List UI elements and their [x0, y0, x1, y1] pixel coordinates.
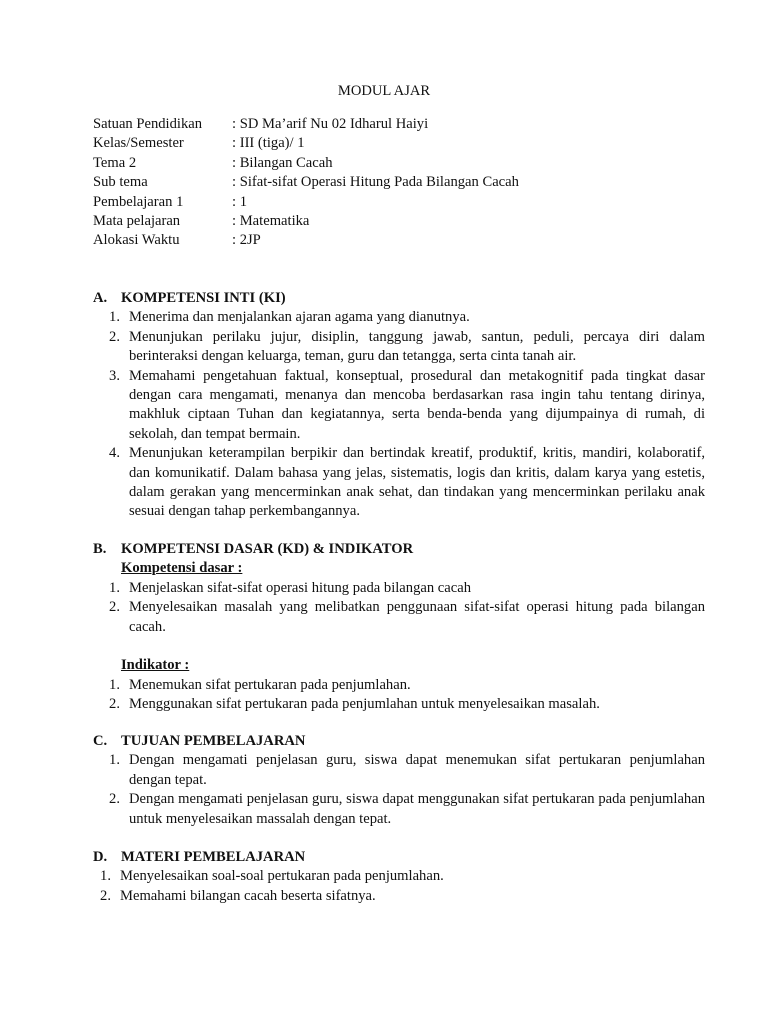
section-heading [93, 289, 705, 308]
list-number: 2. [109, 791, 120, 808]
tujuan-list [93, 751, 705, 829]
identity-value: : Bilangan Cacah [232, 154, 333, 171]
list-number: 1. [109, 309, 120, 326]
section-kompetensi-inti [93, 289, 705, 522]
list-item [93, 367, 705, 445]
identity-value: : Matematika [232, 212, 310, 229]
identity-label: Pembelajaran 1 [93, 193, 184, 210]
list-item [93, 579, 705, 598]
list-number: 4. [109, 445, 120, 462]
section-title: KOMPETENSI INTI (KI) [121, 290, 286, 306]
section-title: KOMPETENSI DASAR (KD) & INDIKATOR [121, 541, 414, 557]
identity-value: : III (tiga)/ 1 [232, 135, 305, 152]
list-text: Menemukan sifat pertukaran pada penjumlahan. [129, 676, 411, 693]
section-heading [93, 732, 705, 751]
list-text: Dengan mengamati penjelasan guru, siswa dapat menggunakan sifat pertukaran pada penjumlahan untuk menyelesaikan massalah dengan tepat. [129, 791, 705, 827]
section-letter: A. [93, 290, 108, 306]
identity-row [93, 173, 519, 192]
identity-label: Tema 2 [93, 154, 137, 171]
identity-row [93, 154, 519, 173]
indikator-list [93, 676, 705, 715]
section-title: TUJUAN PEMBELAJARAN [121, 733, 306, 749]
identity-value: : SD Ma’arif Nu 02 Idharul Haiyi [232, 116, 429, 132]
identity-row [93, 115, 519, 134]
list-text: Menerima dan menjalankan ajaran agama yang dianutnya. [129, 309, 470, 326]
list-text: Menyelesaikan soal-soal pertukaran pada penjumlahan. [120, 868, 444, 885]
list-text: Menggunakan sifat pertukaran pada penjumlahan untuk menyelesaikan masalah. [129, 696, 600, 713]
list-number: 2. [100, 887, 111, 904]
list-item [93, 598, 705, 637]
identity-row [93, 193, 519, 212]
section-title: MATERI PEMBELAJARAN [121, 849, 306, 865]
identity-label: Alokasi Waktu [93, 232, 180, 249]
list-text: Menunjukan perilaku jujur, disiplin, tanggung jawab, santun, peduli, percaya diri dalam berinteraksi dengan keluarga, teman, guru dan tetangga, serta cinta tanah air. [129, 328, 705, 365]
list-number: 2. [109, 599, 120, 616]
identity-value: : Sifat-sifat Operasi Hitung Pada Bilangan Cacah [232, 174, 519, 191]
section-heading [93, 540, 705, 559]
list-text: Menjelaskan sifat-sifat operasi hitung pada bilangan cacah [129, 579, 472, 596]
list-text: Dengan mengamati penjelasan guru, siswa dapat menemukan sifat pertukaran penjumlahan dengan tepat. [129, 752, 705, 788]
section-tujuan-pembelajaran [93, 732, 705, 829]
section-materi-pembelajaran [93, 848, 705, 906]
identity-label: Mata pelajaran [93, 212, 181, 229]
list-item [93, 308, 705, 327]
section-letter: C. [93, 733, 108, 749]
document-title: MODUL AJAR [337, 83, 431, 99]
list-number: 1. [100, 868, 111, 885]
identity-table [93, 115, 519, 251]
list-item [93, 887, 705, 906]
identity-row [93, 212, 519, 231]
list-text: Memahami pengetahuan faktual, konseptual, prosedural dan metakognitif pada tingkat dasar dengan cara mengamati, menanya dan mencoba berdasarkan rasa ingin tahu tentang dirinya, makhluk ciptaan Tuhan dan kegiatannya, serta benda-benda yang dijumpainya di rumah, di sekolah, dan tempat bermain. [129, 367, 705, 442]
list-item [93, 328, 705, 367]
list-text: Menunjukan keterampilan berpikir dan bertindak kreatif, produktif, kritis, mandiri, kolaboratif, dan komunikatif. Dalam bahasa yang jelas, sistematis, logis dan kritis, dalam karya yang estetis, dalam gerakan yang mencerminkan anak sehat, dan tindakan yang mencerminkan perilaku anak sesuai dengan tahap perkembangannya. [129, 445, 705, 520]
identity-label: Sub tema [93, 174, 148, 191]
list-text: Menyelesaikan masalah yang melibatkan penggunaan sifat-sifat operasi hitung pada bilangan cacah. [129, 599, 705, 635]
identity-label: Kelas/Semester [93, 135, 184, 152]
ki-list [93, 308, 705, 521]
identity-row [93, 134, 519, 153]
section-letter: D. [93, 849, 108, 865]
materi-list [93, 867, 705, 906]
list-item [93, 676, 705, 695]
identity-value: : 2JP [232, 232, 261, 249]
list-item [93, 444, 705, 522]
kd-subheading: Kompetensi dasar : [121, 560, 243, 577]
list-item [93, 790, 705, 829]
list-number: 1. [109, 676, 120, 693]
list-number: 1. [109, 579, 120, 596]
section-heading [93, 848, 705, 867]
kd-list [93, 579, 705, 637]
identity-label: Satuan Pendidikan [93, 116, 203, 132]
identity-row [93, 231, 519, 250]
identity-value: : 1 [232, 193, 247, 210]
list-item [93, 695, 705, 714]
section-letter: B. [93, 541, 107, 557]
list-number: 2. [109, 328, 120, 345]
list-number: 2. [109, 696, 120, 713]
list-number: 3. [109, 367, 120, 384]
list-text: Memahami bilangan cacah beserta sifatnya. [120, 887, 376, 904]
list-item [93, 751, 705, 790]
list-number: 1. [109, 752, 120, 769]
indikator-subheading: Indikator : [121, 657, 190, 674]
section-kompetensi-dasar [93, 540, 705, 715]
list-item [93, 867, 705, 886]
